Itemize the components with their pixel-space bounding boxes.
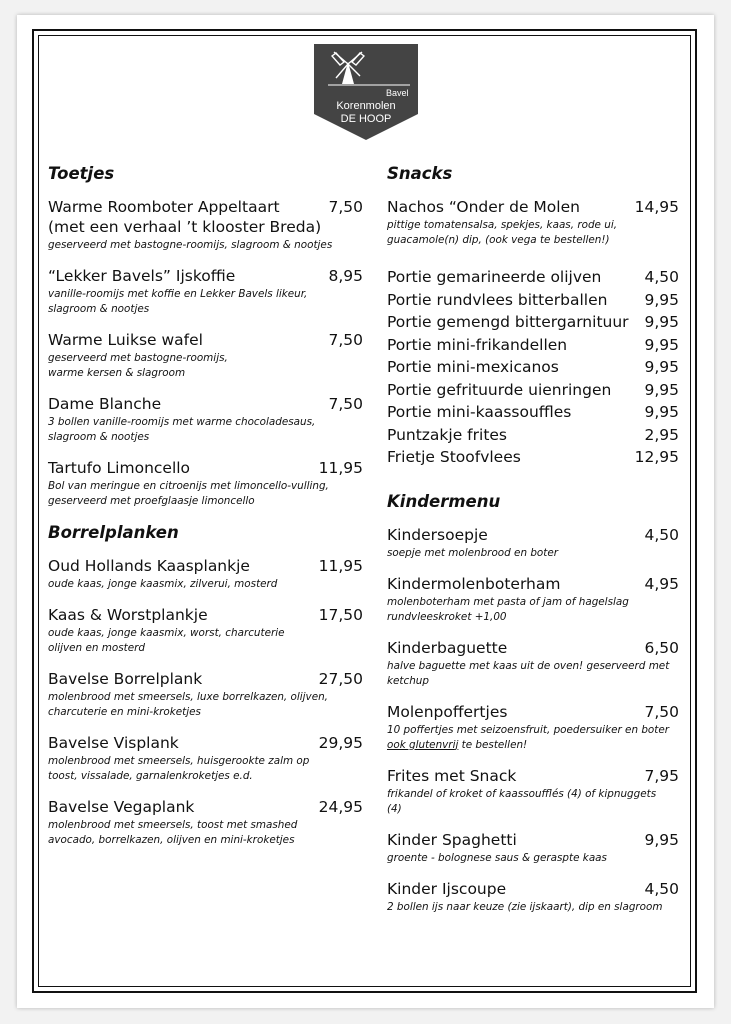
section-title-toetjes: Toetjes — [48, 164, 115, 183]
item-description: geserveerd met bastogne-roomijs, slagroom & nootjes — [48, 239, 333, 251]
logo-text-de-hoop: DE HOOP — [340, 113, 392, 125]
list-item: Portie rundvlees bitterballen 9,95 — [387, 290, 679, 309]
menu-item — [48, 733, 363, 784]
item-price: 7,50 — [644, 702, 679, 721]
item-description: vanille-roomijs met koffie en Lekker Bavels likeur, slagroom & nootjes — [48, 288, 308, 315]
section-title-borrelplanken: Borrelplanken — [48, 523, 179, 542]
list-item: Portie mini-kaassouffles 9,95 — [387, 403, 679, 421]
list-item: Portie gemarineerde olijven 4,50 — [387, 268, 679, 286]
item-name: Bavelse Borrelplank — [48, 670, 203, 688]
item-price: 29,95 — [318, 734, 363, 752]
logo-text-bavel: Bavel — [386, 88, 409, 98]
item-price: 11,95 — [318, 459, 363, 477]
list-item: Portie mini-mexicanos 9,95 — [387, 358, 679, 376]
item-name: Molenpoffertjes — [387, 702, 508, 721]
menu-item — [387, 197, 679, 248]
list-item: Portie gefrituurde uienringen 9,95 — [387, 380, 679, 399]
section-title-kindermenu: Kindermenu — [387, 491, 501, 511]
menu-item — [387, 830, 679, 866]
menu-item — [387, 574, 679, 625]
item-price: 7,50 — [328, 395, 363, 413]
item-name: Kindersoepje — [387, 525, 488, 544]
menu-item — [48, 605, 363, 656]
list-item: Portie mini-frikandellen 9,95 — [387, 335, 679, 354]
menu-item — [48, 266, 363, 317]
item-description: molenbrood met smeersels, luxe borrelkazen, olijven, charcuterie en mini-kroketjes — [48, 691, 328, 718]
item-price: 4,95 — [644, 574, 679, 593]
item-name: “Lekker Bavels” Ijskoffie — [48, 267, 236, 285]
menu-item — [48, 669, 363, 720]
right-column — [387, 163, 679, 928]
item-price: 6,50 — [644, 638, 679, 657]
menu-item — [387, 766, 679, 817]
menu-item — [387, 702, 679, 753]
item-name: Bavelse Visplank — [48, 734, 179, 752]
left-column — [48, 163, 363, 861]
item-description: frikandel of kroket of kaassoufflés (4) of kipnuggets (4) — [387, 787, 657, 815]
item-description: oude kaas, jonge kaasmix, worst, charcuterie olijven en mosterd — [48, 627, 285, 654]
item-price: 7,50 — [328, 198, 363, 216]
item-subline: (met een verhaal ’t klooster Breda) — [48, 218, 322, 236]
menu-item — [48, 394, 363, 445]
item-price: 14,95 — [634, 198, 679, 216]
item-price: 7,50 — [328, 331, 363, 349]
item-price: 7,95 — [644, 766, 679, 785]
item-description: geserveerd met bastogne-roomijs, warme kersen & slagroom — [48, 352, 228, 379]
item-description: groente - bolognese saus & geraspte kaas — [387, 851, 607, 864]
item-price: 27,50 — [318, 670, 363, 688]
menu-item — [48, 330, 363, 381]
item-price: 4,50 — [644, 879, 679, 898]
item-name: Dame Blanche — [48, 395, 162, 413]
windmill-logo — [314, 44, 418, 140]
menu-page — [17, 15, 714, 1008]
item-name: Kinder Ijscoupe — [387, 879, 507, 898]
item-description: halve baguette met kaas uit de oven! geserveerd met ketchup — [387, 659, 670, 687]
item-price: 11,95 — [318, 557, 363, 575]
item-description: soepje met molenbrood en boter — [387, 546, 559, 559]
item-name: Warme Roomboter Appeltaart — [48, 198, 280, 216]
section-title-snacks: Snacks — [387, 164, 453, 183]
menu-item — [387, 525, 679, 561]
item-description: 10 poffertjes met seizoensfruit, poedersuiker en boter ook glutenvrij te bestellen! — [387, 723, 670, 751]
item-name: Kinderbaguette — [387, 638, 508, 657]
item-description: 2 bollen ijs naar keuze (zie ijskaart), dip en slagroom — [387, 900, 663, 913]
item-description: pittige tomatensalsa, spekjes, kaas, rode ui, guacamole(n) dip, (ook vega te bestellen!) — [387, 219, 618, 246]
list-item: Portie gemengd bittergarnituur 9,95 — [387, 313, 679, 331]
item-price: 8,95 — [328, 267, 363, 285]
item-name: Oud Hollands Kaasplankje — [48, 557, 250, 575]
list-item: Frietje Stoofvlees 12,95 — [387, 448, 679, 466]
item-price: 17,50 — [318, 606, 363, 624]
item-description: oude kaas, jonge kaasmix, zilverui, mosterd — [48, 578, 278, 590]
item-description: 3 bollen vanille-roomijs met warme chocoladesaus, slagroom & nootjes — [48, 416, 316, 443]
menu-item — [48, 197, 363, 253]
menu-item — [48, 458, 363, 509]
menu-item — [48, 797, 363, 848]
snacks-list — [387, 266, 679, 469]
item-name: Frites met Snack — [387, 766, 517, 785]
item-name: Kaas & Worstplankje — [48, 606, 208, 624]
list-item: Puntzakje frites 2,95 — [387, 425, 679, 444]
item-description: molenboterham met pasta of jam of hagelslag rundvleeskroket +1,00 — [387, 595, 629, 623]
logo-text-korenmolen: Korenmolen — [336, 100, 396, 112]
item-description: molenbrood met smeersels, huisgerookte zalm op toost, vissalade, garnalenkroketjes e.d. — [48, 755, 310, 782]
item-description: molenbrood met smeersels, toost met smashed avocado, borrelkazen, olijven en mini-kroketjes — [48, 819, 298, 846]
item-name: Warme Luikse wafel — [48, 331, 203, 349]
item-price: 24,95 — [318, 798, 363, 816]
menu-item — [48, 556, 363, 592]
item-name: Kindermolenboterham — [387, 574, 561, 593]
menu-item — [387, 879, 679, 915]
item-description: Bol van meringue en citroenijs met limoncello-vulling, geserveerd met proefglaasje limoncello — [48, 480, 329, 507]
menu-item — [387, 638, 679, 689]
item-name: Nachos “Onder de Molen — [387, 198, 580, 216]
item-name: Bavelse Vegaplank — [48, 798, 195, 816]
item-name: Tartufo Limoncello — [48, 459, 191, 477]
item-price: 9,95 — [644, 830, 679, 849]
item-price: 4,50 — [644, 525, 679, 544]
item-name: Kinder Spaghetti — [387, 830, 517, 849]
